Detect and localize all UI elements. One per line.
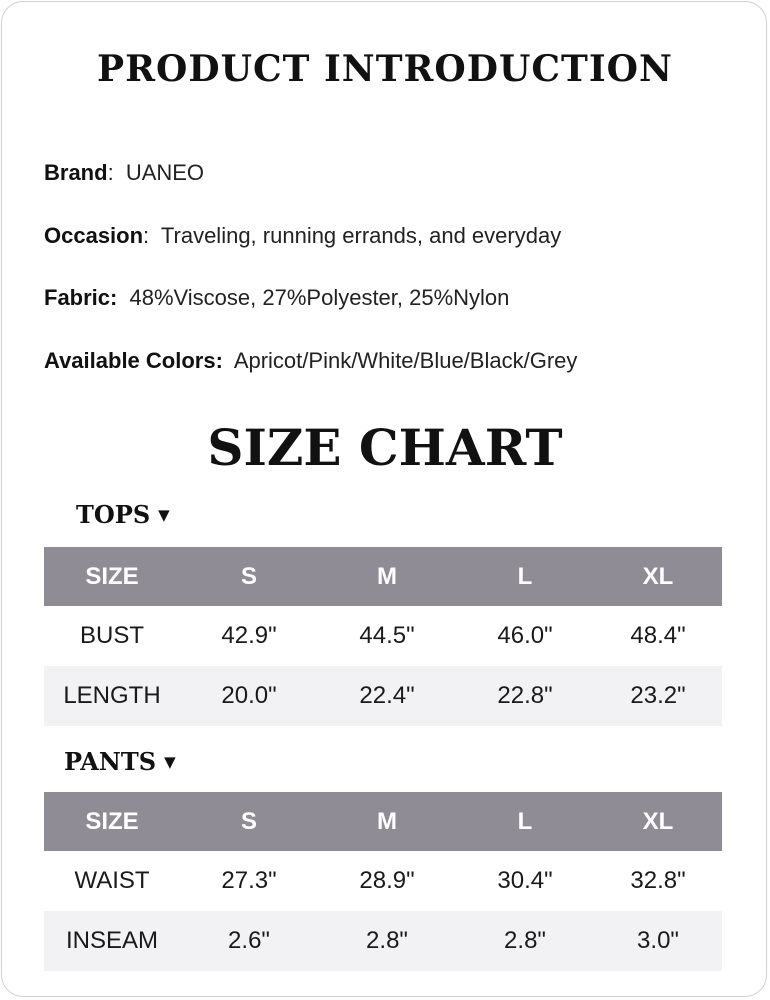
tops-label: TOPS [76,500,151,529]
tops-size-table [44,547,722,726]
table-cell: 46.0" [497,622,553,649]
brand-separator: : [107,160,114,185]
triangle-down-icon: ▼ [164,753,176,771]
table-cell: WAIST [74,867,150,894]
pants-size-table [44,792,722,971]
product-introduction-title: PRODUCT INTRODUCTION [97,48,673,90]
colors-row [44,348,577,374]
table-cell: 2.6" [180,911,318,971]
table-cell: LENGTH [44,666,180,726]
table-cell: 22.8" [456,666,594,726]
occasion-value: Traveling, running errands, and everyday [160,223,562,248]
size-chart-title: SIZE CHART [207,418,563,477]
table-cell: INSEAM [44,911,180,971]
table-cell: 3.0" [594,911,722,971]
colors-label: Available Colors: [44,348,223,373]
table-cell: 2.8" [318,911,456,971]
header-cell: SIZE [44,547,180,606]
header-cell: XL [594,792,722,851]
fabric-value: 48%Viscose, 27%Polyester, 25%Nylon [129,285,510,310]
header-cell: L [456,547,594,606]
header-cell: M [318,547,456,606]
table-row [44,666,722,726]
occasion-label: Occasion [44,223,144,248]
table-row [44,911,722,971]
table-cell: 22.4" [318,666,456,726]
header-cell: L [456,792,594,851]
table-cell: 23.2" [594,666,722,726]
occasion-separator: : [143,223,150,248]
table-cell: 48.4" [630,622,686,649]
table-cell: 27.3" [221,867,277,894]
table-row [44,851,722,911]
table-cell: 2.8" [456,911,594,971]
table-cell: 42.9" [221,622,277,649]
table-cell: 20.0" [180,666,318,726]
table-cell: 44.5" [359,622,415,649]
colors-value: Apricot/Pink/White/Blue/Black/Grey [233,348,578,373]
header-cell: S [180,792,318,851]
pants-section-label [64,747,176,776]
table-cell: 30.4" [497,867,553,894]
triangle-down-icon: ▼ [158,506,170,524]
brand-value: UANEO [125,160,205,185]
table-cell: 28.9" [359,867,415,894]
header-cell: SIZE [44,792,180,851]
header-cell: M [318,792,456,851]
header-cell: XL [594,547,722,606]
tops-section-label [76,500,170,529]
fabric-row [44,285,509,311]
fabric-label: Fabric: [44,285,118,310]
brand-row [44,160,204,186]
occasion-row [44,223,561,249]
brand-label: Brand [44,160,108,185]
header-cell: S [180,547,318,606]
table-header-row [44,792,722,851]
table-header-row [44,547,722,606]
table-cell: BUST [79,622,144,649]
table-cell: 32.8" [630,867,686,894]
pants-label: PANTS [64,747,157,776]
table-row [44,606,722,666]
